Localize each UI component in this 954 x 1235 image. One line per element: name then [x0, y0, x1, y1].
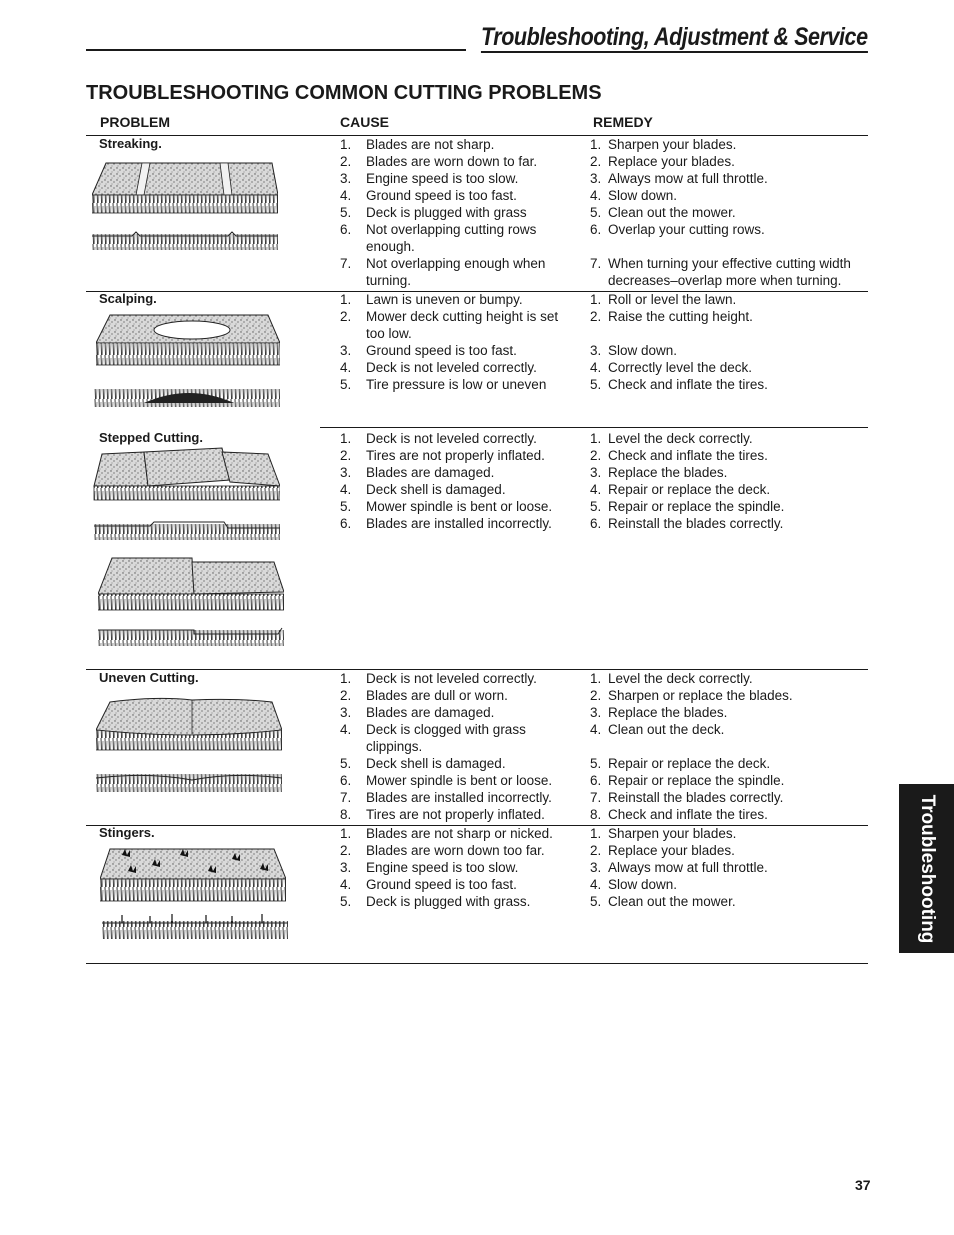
cause-item: 1. Deck is not leveled correctly.	[340, 431, 537, 446]
cause-item: 2. Blades are worn down to far.	[340, 154, 538, 169]
remedy-item: 7. When turning your effective cutting width decreases–overlap more when turning.	[590, 256, 851, 288]
stepped-turf-illustration-2	[98, 554, 284, 612]
streaking-side-illustration	[92, 230, 278, 254]
problem-label: Scalping.	[99, 291, 157, 306]
cause-item: 1. Lawn is uneven or bumpy.	[340, 292, 523, 307]
remedy-item: 1. Roll or level the lawn.	[590, 292, 737, 307]
remedy-item: 4. Correctly level the deck.	[590, 360, 753, 375]
stepped-side-illustration-2	[98, 626, 284, 650]
problem-label: Stepped Cutting.	[99, 430, 203, 445]
remedy-item: 1. Level the deck correctly.	[590, 431, 753, 446]
table-row-streaking	[86, 136, 868, 291]
cause-item: 5. Deck shell is damaged.	[340, 756, 506, 771]
cause-item: 6. Mower spindle is bent or loose.	[340, 773, 553, 788]
column-header-problem: PROBLEM	[100, 114, 170, 130]
cause-item: 5. Mower spindle is bent or loose.	[340, 499, 553, 514]
cause-item: 2. Blades are dull or worn.	[340, 688, 508, 703]
cause-item: 4. Ground speed is too fast.	[340, 877, 517, 892]
cause-item: 1. Blades are not sharp.	[340, 137, 495, 152]
remedy-item: 6. Reinstall the blades correctly.	[590, 516, 784, 531]
remedy-item: 2. Sharpen or replace the blades.	[590, 688, 793, 703]
cause-item: 3. Ground speed is too fast.	[340, 343, 517, 358]
remedy-list	[590, 136, 870, 289]
remedy-item: 4. Repair or replace the deck.	[590, 482, 771, 497]
remedy-item: 3. Always mow at full throttle.	[590, 171, 768, 186]
cause-item: 2. Mower deck cutting height is set too low.	[340, 309, 559, 341]
problem-label: Uneven Cutting.	[99, 670, 199, 685]
header-rule	[86, 49, 466, 51]
cause-item: 5. Tire pressure is low or uneven	[340, 377, 547, 392]
remedy-spacer	[590, 325, 870, 342]
table-row-uneven-cutting	[86, 670, 868, 825]
cause-item: 4. Deck shell is damaged.	[340, 482, 506, 497]
cause-list	[340, 670, 580, 823]
cause-item: 5. Deck is plugged with grass.	[340, 894, 531, 909]
cause-list	[340, 291, 580, 393]
cause-list	[340, 136, 580, 289]
remedy-item: 3. Replace the blades.	[590, 465, 728, 480]
cause-item: 2. Blades are worn down too far.	[340, 843, 545, 858]
side-tab-label: Troubleshooting	[916, 794, 938, 943]
remedy-item: 4. Clean out the deck.	[590, 722, 725, 737]
cause-item: 3. Engine speed is too slow.	[340, 171, 519, 186]
remedy-item: 2. Check and inflate the tires.	[590, 448, 768, 463]
remedy-item: 5. Check and inflate the tires.	[590, 377, 768, 392]
cause-item: 4. Deck is not leveled correctly.	[340, 360, 537, 375]
page-number: 37	[855, 1177, 871, 1193]
remedy-item: 1. Level the deck correctly.	[590, 671, 753, 686]
cause-list	[340, 825, 580, 910]
problem-label: Streaking.	[99, 136, 162, 151]
cause-item: 6. Not overlapping cutting rows enough.	[340, 222, 537, 254]
table-row-stingers	[86, 825, 868, 963]
remedy-list	[590, 430, 870, 532]
remedy-item: 1. Sharpen your blades.	[590, 137, 737, 152]
column-header-remedy: REMEDY	[593, 114, 653, 130]
section-side-tab	[899, 784, 954, 953]
remedy-item: 3. Always mow at full throttle.	[590, 860, 768, 875]
cause-item: 8. Tires are not properly inflated.	[340, 807, 545, 822]
remedy-item: 2. Replace your blades.	[590, 154, 735, 169]
stepped-turf-illustration	[92, 446, 280, 502]
table-row-scalping	[86, 291, 868, 427]
remedy-item: 8. Check and inflate the tires.	[590, 807, 768, 822]
remedy-item: 2. Raise the cutting height.	[590, 309, 753, 324]
cause-list	[340, 430, 580, 532]
remedy-item: 3. Slow down.	[590, 343, 678, 358]
stingers-side-illustration	[102, 913, 288, 943]
cause-item: 7. Blades are installed incorrectly.	[340, 790, 552, 805]
uneven-turf-illustration	[96, 696, 282, 756]
cause-item: 1. Blades are not sharp or nicked.	[340, 826, 553, 841]
cause-item: 3. Blades are damaged.	[340, 705, 495, 720]
remedy-spacer	[590, 238, 870, 255]
scalping-side-illustration	[94, 385, 280, 409]
cause-item: 5. Deck is plugged with grass	[340, 205, 527, 220]
scalping-turf-illustration	[96, 313, 280, 369]
column-header-cause: CAUSE	[340, 114, 390, 130]
remedy-item: 1. Sharpen your blades.	[590, 826, 737, 841]
remedy-item: 5. Repair or replace the deck.	[590, 756, 771, 771]
remedy-item: 6. Overlap your cutting rows.	[590, 222, 765, 237]
uneven-side-illustration	[96, 770, 282, 794]
cause-item: 7. Not overlapping enough when turning.	[340, 256, 546, 288]
stingers-turf-illustration	[100, 845, 286, 905]
remedy-spacer	[590, 738, 870, 755]
section-title: TROUBLESHOOTING COMMON CUTTING PROBLEMS	[86, 82, 602, 104]
problem-label: Stingers.	[99, 825, 155, 840]
remedy-item: 4. Slow down.	[590, 877, 678, 892]
row-divider	[320, 427, 868, 428]
remedy-item: 3. Replace the blades.	[590, 705, 728, 720]
cause-item: 3. Engine speed is too slow.	[340, 860, 519, 875]
remedy-item: 5. Repair or replace the spindle.	[590, 499, 785, 514]
cause-item: 6. Blades are installed incorrectly.	[340, 516, 552, 531]
remedy-item: 5. Clean out the mower.	[590, 205, 736, 220]
cause-item: 2. Tires are not properly inflated.	[340, 448, 545, 463]
table-row-stepped-cutting	[86, 430, 868, 669]
cause-item: 4. Ground speed is too fast.	[340, 188, 517, 203]
row-divider	[86, 963, 868, 964]
remedy-item: 6. Repair or replace the spindle.	[590, 773, 785, 788]
cause-item: 4. Deck is clogged with grass clippings.	[340, 722, 526, 754]
remedy-item: 7. Reinstall the blades correctly.	[590, 790, 784, 805]
streaking-turf-illustration	[92, 161, 278, 217]
remedy-item: 4. Slow down.	[590, 188, 678, 203]
stepped-side-illustration-1	[94, 520, 280, 542]
remedy-list	[590, 291, 870, 393]
cause-item: 1. Deck is not leveled correctly.	[340, 671, 537, 686]
remedy-item: 2. Replace your blades.	[590, 843, 735, 858]
remedy-item: 5. Clean out the mower.	[590, 894, 736, 909]
cause-item: 3. Blades are damaged.	[340, 465, 495, 480]
remedy-list	[590, 670, 870, 823]
page-header-title: Troubleshooting, Adjustment & Service	[481, 23, 868, 51]
remedy-list	[590, 825, 870, 910]
